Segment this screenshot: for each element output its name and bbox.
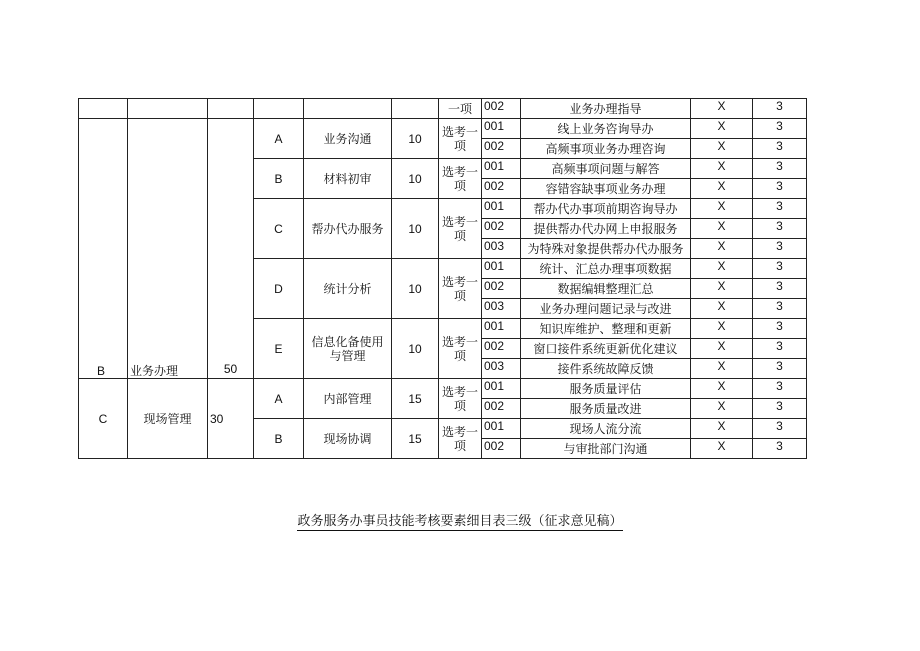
item-content: 服务质量改进 [521,399,691,419]
section-letter: A [254,119,304,159]
item-mark: X [691,139,753,159]
item-score: 3 [753,279,807,299]
item-score: 3 [753,399,807,419]
item-mark: X [691,119,753,139]
section-name: 统计分析 [304,259,392,319]
item-mark: X [691,299,753,319]
item-score: 3 [753,159,807,179]
section-weight: 15 [392,419,439,459]
select-rule-cell: 选考一项 [439,199,482,259]
item-mark: X [691,259,753,279]
item-code: 003 [482,359,521,379]
item-code: 002 [482,399,521,419]
section-name: 信息化备使用与管理 [304,319,392,379]
group-name: 现场管理 [128,379,208,459]
item-score: 3 [753,419,807,439]
item-content: 数据编辑整理汇总 [521,279,691,299]
item-content: 高频事项问题与解答 [521,159,691,179]
item-score: 3 [753,319,807,339]
section-letter: B [254,419,304,459]
item-code: 001 [482,259,521,279]
select-rule-cell: 选考一项 [439,159,482,199]
item-score: 3 [753,379,807,399]
item-content: 现场人流分流 [521,419,691,439]
item-content: 业务办理问题记录与改进 [521,299,691,319]
table-row [79,119,807,139]
select-rule-cell: 选考一项 [439,379,482,419]
group-weight: 30 [208,379,254,459]
select-rule-cell: 选考一项 [439,259,482,319]
item-mark: X [691,339,753,359]
section-weight: 10 [392,259,439,319]
item-score: 3 [753,339,807,359]
item-code: 001 [482,159,521,179]
group-weight: 50 [208,119,254,379]
select-rule-cell: 一项 [439,99,482,119]
item-code: 002 [482,139,521,159]
item-content: 业务办理指导 [521,99,691,119]
item-content: 提供帮办代办网上申报服务 [521,219,691,239]
item-score: 3 [753,199,807,219]
item-score: 3 [753,239,807,259]
document-title-text: 政务服务办事员技能考核要素细目表三级（征求意见稿） [297,514,623,529]
item-mark: X [691,419,753,439]
item-mark: X [691,219,753,239]
item-mark: X [691,439,753,459]
section-letter: C [254,199,304,259]
table-row [79,99,807,119]
item-code: 001 [482,319,521,339]
item-content: 帮办代办事项前期咨询导办 [521,199,691,219]
item-code: 001 [482,419,521,439]
section-letter: D [254,259,304,319]
section-name: 材料初审 [304,159,392,199]
item-content: 容错容缺事项业务办理 [521,179,691,199]
item-score: 3 [753,179,807,199]
empty-cell [254,99,304,119]
group-letter: B [79,119,128,379]
item-content: 高频事项业务办理咨询 [521,139,691,159]
item-mark: X [691,159,753,179]
item-content: 统计、汇总办理事项数据 [521,259,691,279]
item-mark: X [691,199,753,219]
item-content: 接件系统故障反馈 [521,359,691,379]
group-letter: C [79,379,128,459]
group-name: 业务办理 [128,119,208,379]
item-code: 002 [482,279,521,299]
section-weight: 10 [392,319,439,379]
item-mark: X [691,379,753,399]
section-name: 业务沟通 [304,119,392,159]
item-content: 线上业务咨询导办 [521,119,691,139]
empty-cell [79,99,128,119]
item-content: 与审批部门沟通 [521,439,691,459]
item-content: 窗口接件系统更新优化建议 [521,339,691,359]
section-letter: E [254,319,304,379]
item-content: 服务质量评估 [521,379,691,399]
section-weight: 10 [392,199,439,259]
table-row [79,379,807,399]
item-score: 3 [753,219,807,239]
item-mark: X [691,359,753,379]
item-content: 为特殊对象提供帮办代办服务 [521,239,691,259]
empty-cell [304,99,392,119]
item-score: 3 [753,359,807,379]
item-code: 002 [482,439,521,459]
item-content: 知识库维护、整理和更新 [521,319,691,339]
item-code: 002 [482,219,521,239]
item-score: 3 [753,439,807,459]
item-code: 001 [482,119,521,139]
item-code: 001 [482,379,521,399]
item-mark: X [691,319,753,339]
item-code: 002 [482,179,521,199]
item-score: 3 [753,99,807,119]
item-code: 003 [482,239,521,259]
section-name: 帮办代办服务 [304,199,392,259]
item-score: 3 [753,139,807,159]
empty-cell [128,99,208,119]
select-rule-cell: 选考一项 [439,319,482,379]
document-title [0,510,920,529]
item-mark: X [691,99,753,119]
section-letter: A [254,379,304,419]
item-code: 002 [482,99,521,119]
section-name: 内部管理 [304,379,392,419]
item-mark: X [691,279,753,299]
item-code: 001 [482,199,521,219]
item-score: 3 [753,259,807,279]
item-mark: X [691,399,753,419]
section-weight: 10 [392,159,439,199]
select-rule-cell: 选考一项 [439,119,482,159]
item-mark: X [691,239,753,259]
section-weight: 10 [392,119,439,159]
item-score: 3 [753,299,807,319]
select-rule-cell: 选考一项 [439,419,482,459]
section-name: 现场协调 [304,419,392,459]
empty-cell [392,99,439,119]
item-code: 003 [482,299,521,319]
item-score: 3 [753,119,807,139]
assessment-table [78,98,807,459]
empty-cell [208,99,254,119]
section-letter: B [254,159,304,199]
section-weight: 15 [392,379,439,419]
item-code: 002 [482,339,521,359]
item-mark: X [691,179,753,199]
